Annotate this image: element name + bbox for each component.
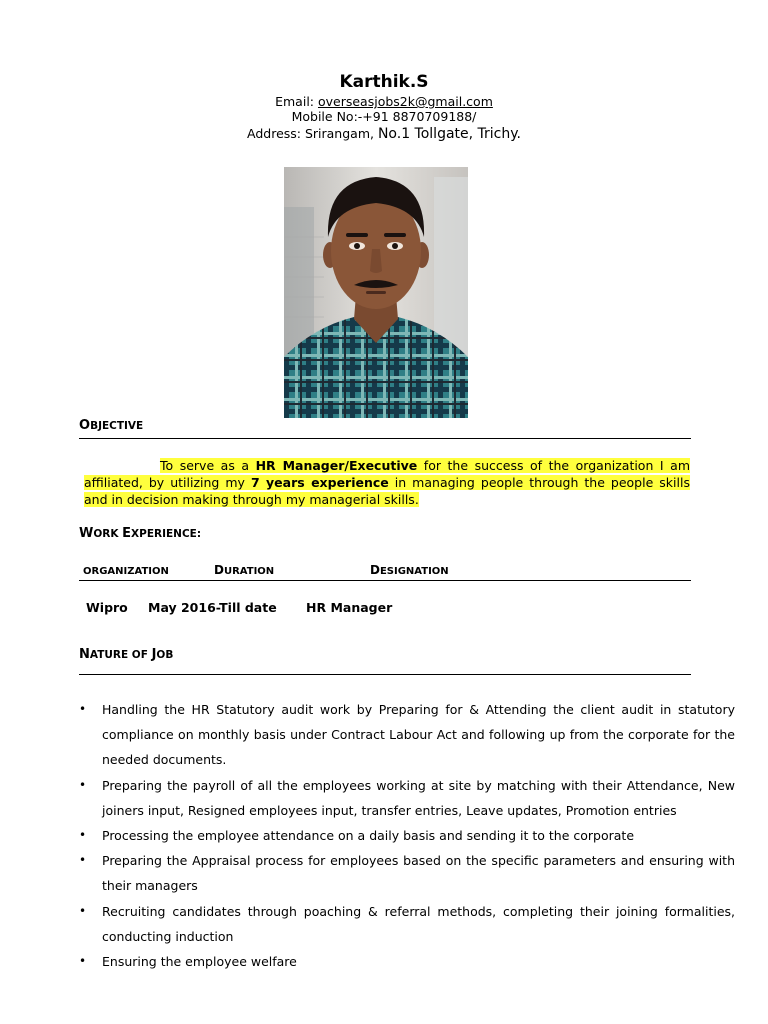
objective-part-1: To serve as a	[160, 458, 256, 473]
work-experience-divider	[79, 580, 691, 581]
list-item: • Ensuring the employee welfare	[79, 949, 735, 974]
objective-text	[84, 457, 690, 508]
bullet-icon: •	[79, 777, 87, 792]
duration-cell: May 2016-Till date	[148, 600, 277, 615]
address-line	[0, 124, 768, 144]
bullet-icon: •	[79, 853, 87, 868]
bullet-icon: •	[79, 954, 87, 969]
list-item: • Processing the employee attendance on a daily basis and sending it to the corporate	[79, 823, 735, 848]
email-link[interactable]: overseasjobs2k@gmail.com	[317, 94, 493, 109]
work-experience-heading: WORK EXPERIENCE:	[79, 526, 202, 541]
email-label: Email:	[275, 94, 318, 109]
email-line	[0, 94, 768, 109]
bullet-icon: •	[79, 828, 87, 843]
profile-photo	[284, 167, 468, 418]
organization-cell: Wipro	[86, 600, 128, 615]
address-value: No.1 Tollgate, Trichy.	[377, 126, 521, 142]
bullet-icon: •	[79, 903, 87, 918]
nature-of-job-heading: NATURE OF JOB	[79, 647, 174, 662]
column-duration: DURATION	[214, 563, 275, 577]
job-duties-list	[79, 697, 735, 974]
list-item: • Handling the HR Statutory audit work by Preparing for & Attending the client audit in statutory compliance on monthly basis under Contract Labour Act and following up from the corporate for the needed documents.	[79, 697, 735, 773]
objective-role: HR Manager/Executive	[255, 458, 418, 473]
list-item: • Preparing the payroll of all the employees working at site by matching with their Attendance, New joiners input, Resigned employees input, transfer entries, Leave updates, Promotion entries	[79, 773, 735, 823]
list-item: • Recruiting candidates through poaching & referral methods, completing their joining formalities, conducting induction	[79, 899, 735, 949]
designation-cell: HR Manager	[306, 600, 393, 615]
objective-divider	[79, 438, 691, 439]
objective-experience: 7 years experience	[250, 475, 389, 490]
objective-part-3: in managing people through the people skills and in decision making through my managerial skills.	[84, 475, 690, 507]
bullet-icon: •	[79, 702, 87, 716]
resume-header	[0, 70, 768, 144]
address-label: Address: Srirangam,	[247, 126, 378, 141]
column-designation: DESIGNATION	[370, 563, 449, 577]
column-organization: ORGANIZATION	[83, 566, 169, 577]
objective-heading: OBJECTIVE	[79, 418, 144, 433]
objective-part-2: for the success of the organization I am affiliated, by utilizing my	[84, 458, 690, 490]
list-item: • Preparing the Appraisal process for employees based on the specific parameters and ensuring with their managers	[79, 848, 735, 898]
candidate-name: Karthik.S	[339, 72, 429, 92]
nature-of-job-divider	[79, 674, 691, 675]
mobile-line: Mobile No:-+91 8870709188/	[291, 109, 477, 124]
